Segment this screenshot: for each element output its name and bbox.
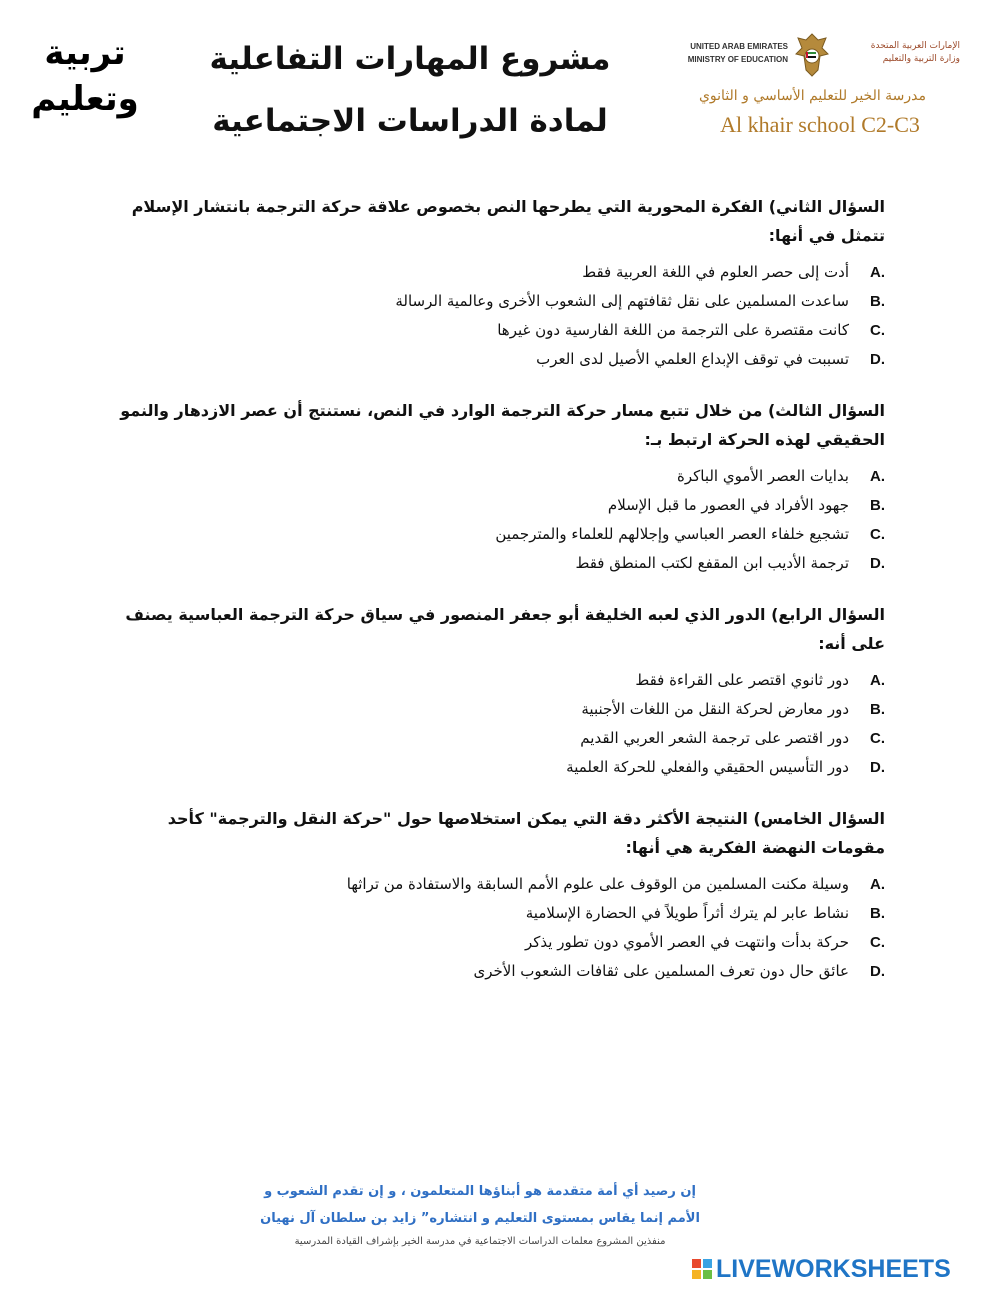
option-b[interactable] [120,695,885,724]
option-b[interactable] [120,287,885,316]
option-text: بدايات العصر الأموي الباكرة [676,467,849,485]
option-letter: B. [870,293,885,310]
brand-text: LIVEWORKSHEETS [716,1254,951,1283]
option-d[interactable] [120,549,885,578]
quote-line-1: إن رصيد أي أمة متقدمة هو أبناؤها المتعلمون ، و إن تقدم الشعوب و [264,1184,696,1199]
option-c[interactable] [120,928,885,957]
liveworksheets-brand[interactable] [692,1254,992,1284]
question-text: السؤال الرابع) الدور الذي لعبه الخليفة أبو جعفر المنصور في سياق حركة الترجمة العباسية يصنف على أنه: [125,605,885,653]
question-text: السؤال الثالث) من خلال تتبع مسار حركة الترجمة الوارد في النص، نستنتج أن عصر الازدهار والنمو الحقيقي لهذه الحركة ارتبط بـ: [120,401,885,449]
option-a[interactable] [120,666,885,695]
brand-square [703,1259,712,1268]
option-letter: C. [870,730,885,747]
school-name-en: Al khair school C2-C3 [720,112,920,137]
option-text: دور اقتصر على ترجمة الشعر العربي القديم [580,729,849,747]
option-c[interactable] [120,316,885,345]
brand-square [692,1270,701,1279]
question-text: السؤال الخامس) النتيجة الأكثر دقة التي يمكن استخلاصها حول "حركة النقل والترجمة" كأحد مقومات النهضة الفكرية هي أنها: [167,809,885,857]
school-name-ar: مدرسة الخير للتعليم الأساسي و الثانوي [698,88,927,104]
questions-list [120,192,885,1008]
option-a[interactable] [120,870,885,899]
option-letter: D. [870,759,885,776]
uae-falcon-emblem-icon [792,30,832,78]
ministry-en-line-1: UNITED ARAB EMIRATES [690,42,788,51]
option-c[interactable] [120,724,885,753]
option-letter: C. [870,322,885,339]
option-text: عائق حال دون تعرف المسلمين على ثقافات الشعوب الأخرى [473,962,849,980]
option-letter: B. [870,701,885,718]
tarbiya-taleem-logo [30,30,140,122]
option-letter: B. [870,905,885,922]
option-letter: C. [870,526,885,543]
options-list [120,666,885,782]
logo-line-2: وتعليم [31,79,139,119]
ministry-ar-line-2: وزارة التربية والتعليم [882,54,960,64]
question-3 [120,396,885,578]
option-letter: D. [870,351,885,368]
option-c[interactable] [120,520,885,549]
brand-square [692,1259,701,1268]
question-5 [120,804,885,986]
liveworksheets-squares-icon [692,1259,712,1279]
option-b[interactable] [120,491,885,520]
option-text: ساعدت المسلمين على نقل ثقافتهم إلى الشعوب الأخرى وعالمية الرسالة [395,292,849,310]
options-list [120,258,885,374]
option-letter: A. [870,876,885,893]
option-text: جهود الأفراد في العصور ما قبل الإسلام [607,496,849,514]
logo-line-1: تربية [44,33,126,73]
question-4 [120,600,885,782]
ministry-name-ar [838,40,960,66]
option-d[interactable] [120,753,885,782]
option-letter: A. [870,468,885,485]
option-text: نشاط عابر لم يترك أثراً طويلاً في الحضارة الإسلامية [525,904,849,922]
ministry-logo [670,30,960,90]
option-letter: B. [870,497,885,514]
option-text: دور ثانوي اقتصر على القراءة فقط [635,671,849,689]
question-2 [120,192,885,374]
options-list [120,870,885,986]
option-letter: C. [870,934,885,951]
option-text: تشجيع خلفاء العصر العباسي وإجلالهم للعلماء والمترجمين [495,525,849,543]
ministry-en-line-2: MINISTRY OF EDUCATION [687,55,788,64]
footer-note: منفذين المشروع معلمات الدراسات الاجتماعية في مدرسة الخير بإشراف القيادة المدرسية [294,1236,666,1247]
option-letter: D. [870,963,885,980]
title-line-2: لمادة الدراسات الاجتماعية [212,103,608,139]
ministry-ar-line-1: الإمارات العربية المتحدة [870,41,960,51]
footer-quote [200,1178,760,1232]
page-header [0,0,1000,170]
option-text: تسببت في توقف الإبداع العلمي الأصيل لدى العرب [536,350,849,368]
ministry-name-en [670,40,788,66]
option-letter: A. [870,264,885,281]
brand-square [703,1270,712,1279]
title-line-1: مشروع المهارات التفاعلية [209,41,611,77]
option-text: كانت مقتصرة على الترجمة من اللغة الفارسية دون غيرها [497,321,849,339]
page-title [180,28,640,152]
option-d[interactable] [120,957,885,986]
options-list [120,462,885,578]
question-text: السؤال الثاني) الفكرة المحورية التي يطرحها النص بخصوص علاقة حركة الترجمة بانتشار الإسلام تتمثل في أنها: [131,197,885,245]
option-letter: A. [870,672,885,689]
option-text: ترجمة الأديب ابن المقفع لكتب المنطق فقط [575,554,849,572]
option-a[interactable] [120,258,885,287]
quote-line-2: الأمم إنما يقاس بمستوى التعليم و انتشاره” زايد بن سلطان آل نهيان [260,1211,700,1226]
option-text: دور معارض لحركة النقل من اللغات الأجنبية [581,700,849,718]
option-b[interactable] [120,899,885,928]
option-d[interactable] [120,345,885,374]
option-text: أدت إلى حصر العلوم في اللغة العربية فقط [582,263,849,281]
option-text: حركة بدأت وانتهت في العصر الأموي دون تطور يذكر [524,933,849,951]
option-a[interactable] [120,462,885,491]
option-text: دور التأسيس الحقيقي والفعلي للحركة العلمية [566,758,849,776]
option-letter: D. [870,555,885,572]
option-text: وسيلة مكنت المسلمين من الوقوف على علوم الأمم السابقة والاستفادة من تراثها [346,875,849,893]
